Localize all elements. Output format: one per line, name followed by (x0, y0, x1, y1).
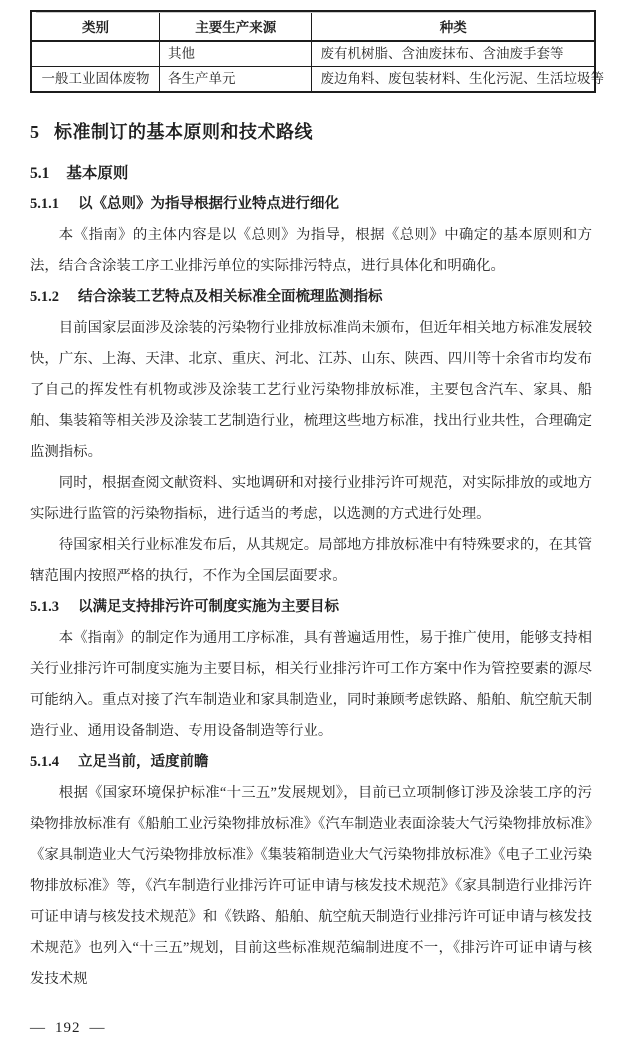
cell-category: 一般工业固体废物 (31, 67, 159, 93)
paragraph-5-1-3: 本《指南》的制定作为通用工序标准，具有普遍适用性，易于推广使用，能够支持相关行业排污许可制度实施为主要目标，相关行业排污许可工作方案中作为管控要素的源尽可能纳入。重点对接了汽车制造业和家具制造业，同时兼顾考虑铁路、船舶、航空航天制造行业、通用设备制造、专用设备制造等行业。 (30, 630, 592, 739)
section-number: 5.1.4 (30, 754, 59, 770)
col-header-category: 类别 (31, 11, 159, 41)
section-title: 以满足支持排污许可制度实施为主要目标 (78, 599, 339, 615)
section-heading-5-1-4 (30, 747, 592, 778)
section-title: 标准制订的基本原则和技术路线 (54, 122, 313, 142)
page-top-divider (36, 12, 590, 13)
footer-dash-left: — (30, 1020, 46, 1036)
cell-source: 各生产单元 (159, 67, 312, 93)
cell-category (31, 41, 159, 67)
table-row (31, 41, 595, 67)
section-title: 立足当前，适度前瞻 (78, 754, 209, 770)
section-number: 5.1 (30, 165, 50, 182)
paragraph-5-1-2b: 同时，根据查阅文献资料、实地调研和对接行业排污许可规范，对实际排放的或地方实际进行监管的污染物指标，进行适当的考虑，以选测的方式进行处理。 (30, 475, 592, 522)
paragraph-5-1-2c: 待国家相关行业标准发布后，从其规定。局部地方排放标准中有特殊要求的，在其管辖范围内按照严格的执行，不作为全国层面要求。 (30, 537, 592, 584)
section-heading-5-1-2 (30, 282, 592, 313)
table-row (31, 67, 595, 93)
page-footer (30, 1013, 592, 1044)
section-number: 5.1.2 (30, 289, 59, 305)
section-heading-5 (30, 117, 592, 148)
paragraph-5-1-2a: 目前国家层面涉及涂装的污染物行业排放标准尚未颁布，但近年相关地方标准发展较快，广东、上海、天津、北京、重庆、河北、江苏、山东、陕西、四川等十余省市均发布了自己的挥发性有机物或涉及涂装工艺行业污染物排放标准，主要包含汽车、家具、船舶、集装箱等相关涉及涂装工艺制造行业，梳理这些地方标准，找出行业共性，合理确定监测指标。 (30, 320, 592, 460)
section-heading-5-1 (30, 158, 592, 189)
table-header-row (31, 11, 595, 41)
section-title: 结合涂装工艺特点及相关标准全面梳理监测指标 (78, 289, 383, 305)
section-title: 以《总则》为指导根据行业特点进行细化 (78, 196, 339, 212)
section-title: 基本原则 (66, 165, 129, 182)
section-heading-5-1-1 (30, 189, 592, 220)
section-number: 5.1.1 (30, 196, 59, 212)
cell-type: 废有机树脂、含油废抹布、含油废手套等 (312, 41, 595, 67)
paragraph-5-1-4: 根据《国家环境保护标准“十三五”发展规划》，目前已立项制修订涉及涂装工序的污染物排放标准有《船舶工业污染物排放标准》《汽车制造业表面涂装大气污染物排放标准》《家具制造业大气污染物排放标准》《集装箱制造业大气污染物排放标准》《电子工业污染物排放标准》等，《汽车制造行业排污许可证申请与核发技术规范》《家具制造行业排污许可证申请与核发技术规范》和《铁路、船舶、航空航天制造行业排污许可证申请与核发技术规范》也列入“十三五”规划，目前这些标准规范编制进度不一，《排污许可证申请与核发技术规 (30, 785, 592, 987)
cell-source: 其他 (159, 41, 312, 67)
footer-dash-right: — (89, 1020, 106, 1036)
waste-category-table (30, 10, 604, 93)
section-number: 5.1.3 (30, 599, 59, 615)
cell-type: 废边角料、废包装材料、生化污泥、生活垃圾等 (312, 67, 595, 93)
page-number: 192 (55, 1020, 81, 1036)
document-page (0, 10, 622, 1036)
section-heading-5-1-3 (30, 592, 592, 623)
col-header-source: 主要生产来源 (159, 11, 312, 41)
paragraph-5-1-1: 本《指南》的主体内容是以《总则》为指导，根据《总则》中确定的基本原则和方法，结合含涂装工序工业排污单位的实际排污特点，进行具体化和明确化。 (30, 227, 592, 274)
section-number: 5 (30, 122, 39, 142)
col-header-type: 种类 (312, 11, 595, 41)
